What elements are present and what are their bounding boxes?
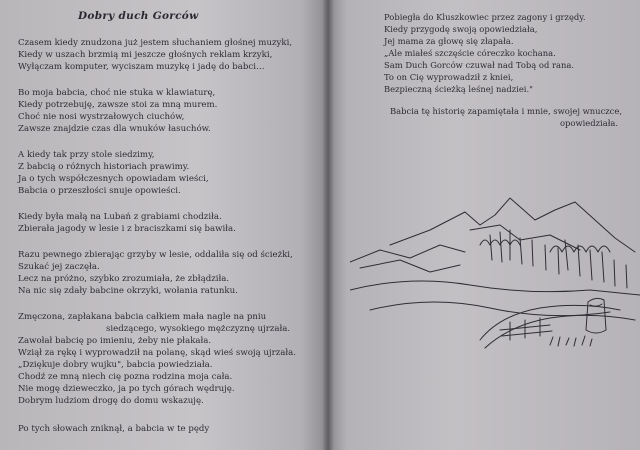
poem-line: Z babcią o różnych historiach prawimy.: [18, 162, 190, 172]
poem-line: opowiedziała.: [560, 118, 619, 128]
poem-line: Ja o tych współczesnych opowiadam wieści,: [18, 174, 209, 184]
poem-line: Kiedy była małą na Lubań z grabiami chodziła.: [18, 212, 222, 222]
poem-title: Dobry duch Gorców: [78, 10, 199, 22]
mountain-illustration: [350, 190, 640, 360]
poem-line: Chodź ze mną niech cię pozna rodzina moja cała.: [18, 372, 233, 382]
poem-line: Zmęczona, zapłakana babcia całkiem mała nagle na pniu: [18, 312, 267, 322]
poem-line: Babcia tę historię zapamiętała i mnie, swojej wnuczce,: [390, 106, 622, 116]
poem-line: Po tych słowach zniknął, a babcia w te pędy: [18, 424, 210, 434]
poem-line: Wziął za rękę i wyprowadził na polanę, skąd wieś swoją ujrzała.: [18, 348, 296, 358]
poem-line: Nie mogę dzieweczko, ja po tych górach wędruję.: [18, 384, 235, 394]
poem-line: Pobiegła do Kluszkowiec przez zagony i grzędy.: [384, 12, 586, 22]
poem-line: Czasem kiedy znudzona już jestem słuchaniem głośnej muzyki,: [18, 38, 293, 48]
poem-line: Zbierała jagody w lesie i z braciszkami się bawiła.: [18, 224, 236, 234]
poem-line: Bezpieczną ścieżką leśnej nadziei.": [384, 84, 533, 94]
poem-line: Lecz na próżno, szybko zrozumiała, że zbłądziła.: [18, 274, 230, 284]
poem-line: „Ale miałeś szczęście córeczko kochana.: [384, 48, 556, 58]
poem-line: Na nic się zdały babcine okrzyki, wołania ratunku.: [18, 286, 238, 296]
poem-line: Choć nie nosi wystrzałowych ciuchów,: [18, 112, 185, 122]
poem-line: Szukać jej zaczęła.: [18, 262, 100, 272]
poem-line: Razu pewnego zbierając grzyby w lesie, oddaliła się od ścieżki,: [18, 250, 293, 260]
poem-line: siedzącego, wysokiego mężczyznę ujrzała.: [106, 324, 291, 334]
poem-line: Dobrym ludziom drogę do domu wskazuję.: [18, 396, 204, 406]
poem-line: Wyłączam komputer, wyciszam muzykę i jadę do babci…: [18, 62, 265, 72]
poem-line: Kiedy potrzebuję, zawsze stoi za mną murem.: [18, 100, 218, 110]
poem-line: Babcia o przeszłości snuje opowieści.: [18, 186, 181, 196]
book-gutter: [322, 0, 334, 450]
poem-line: Sam Duch Gorców czuwał nad Tobą od rana.: [384, 60, 575, 70]
poem-line: To on Cię wyprowadził z kniei,: [384, 72, 514, 82]
poem-line: A kiedy tak przy stole siedzimy,: [18, 150, 155, 160]
poem-line: Zawołał babcię po imieniu, żeby nie płakała.: [18, 336, 212, 346]
poem-line: Bo moja babcia, choć nie stuka w klawiaturę,: [18, 88, 216, 98]
poem-line: „Dziękuje dobry wujku", babcia powiedziała.: [18, 360, 213, 370]
poem-line: Jej mama za głowę się złapała.: [384, 36, 514, 46]
poem-line: Kiedy w uszach brzmią mi jeszcze głośnych reklam krzyki,: [18, 50, 273, 60]
poem-line: Zawsze znajdzie czas dla wnuków łasuchów.: [18, 124, 211, 134]
poem-line: Kiedy przygodę swoją opowiedziała,: [384, 24, 538, 34]
